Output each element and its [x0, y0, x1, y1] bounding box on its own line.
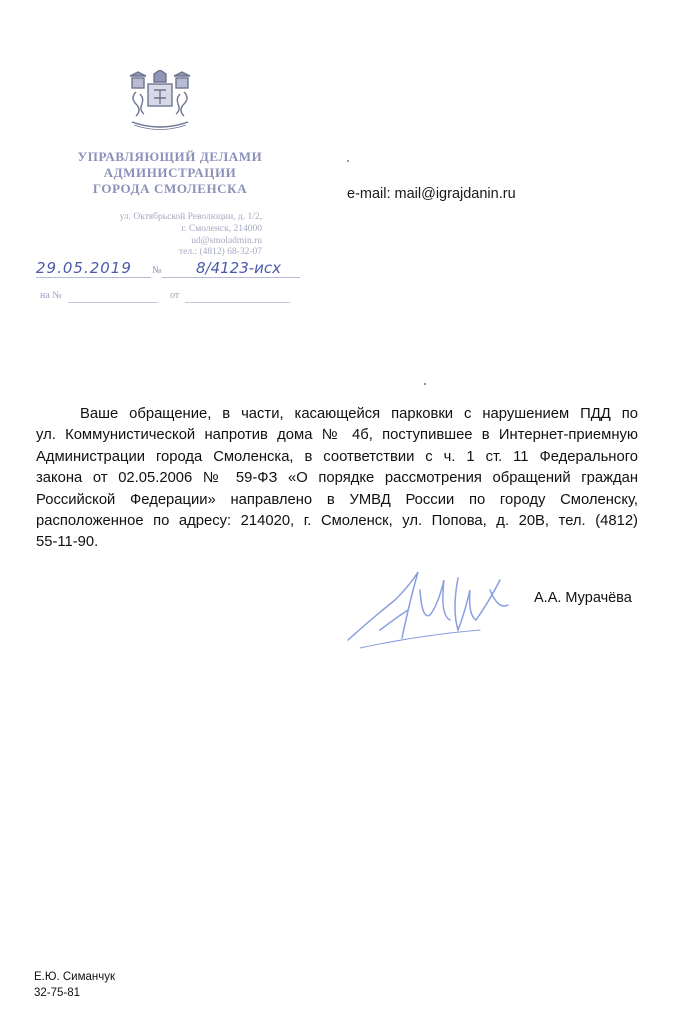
organization-address: [40, 212, 300, 259]
body-line: закона от 02.05.2006 № 59-ФЗ «О порядке рассмотрения обращений граждан: [36, 470, 638, 487]
number-sign: №: [152, 265, 162, 276]
body-line: Российской Федерации» направлено в УМВД России по городу Смоленску,: [36, 491, 638, 508]
date-underline: [36, 277, 151, 278]
reference-row: [40, 290, 180, 301]
reference-number-line: [68, 302, 158, 303]
body-line: 55-11-90.: [36, 534, 99, 551]
scan-speck: [424, 383, 426, 385]
address-street: ул. Октябрьской Революции, д. 1/2,: [119, 212, 262, 222]
address-city: г. Смоленск, 214000: [181, 223, 262, 234]
signer-name: А.А. Мурачёва: [534, 590, 632, 606]
address-phone: тел.: (4812) 68-32-07: [178, 247, 262, 258]
recipient-email: e-mail: mail@igrajdanin.ru: [347, 186, 516, 202]
reference-date-line: [185, 302, 290, 303]
organization-name: [40, 149, 300, 197]
body-line: Администрации города Смоленска, в соответствии с ч. 1 ст. 11 Федерального: [36, 448, 638, 465]
reference-from-label: от: [170, 290, 180, 301]
executor-name: Е.Ю. Симанчук: [34, 971, 116, 983]
body-line: Ваше обращение, в части, касающейся парковки с нарушением ПДД по: [80, 406, 638, 422]
org-line-1: УПРАВЛЯЮЩИЙ ДЕЛАМИ: [77, 149, 263, 164]
handwritten-signature: [340, 560, 520, 655]
handwritten-date: 29.05.2019: [36, 259, 132, 277]
body-line: расположенное по адресу: 214020, г. Смоленск, ул. Попова, д. 20В, тел. (4812): [36, 512, 638, 529]
number-underline: [162, 277, 300, 278]
executor-phone: 32-75-81: [34, 986, 81, 999]
address-email: ud@smoladmin.ru: [191, 235, 262, 246]
coat-of-arms-logo: [124, 70, 196, 134]
org-line-2: АДМИНИСТРАЦИИ: [103, 165, 237, 180]
scan-speck: [347, 160, 349, 162]
letter-body: [36, 404, 638, 554]
executor-info: [34, 970, 115, 1001]
handwritten-outgoing-number: 8/4123-исх: [196, 259, 282, 277]
org-line-3: ГОРОДА СМОЛЕНСКА: [92, 181, 248, 196]
reference-prefix: на №: [40, 290, 62, 301]
body-line: ул. Коммунистической напротив дома № 4б, поступившее в Интернет-приемную: [36, 427, 638, 444]
